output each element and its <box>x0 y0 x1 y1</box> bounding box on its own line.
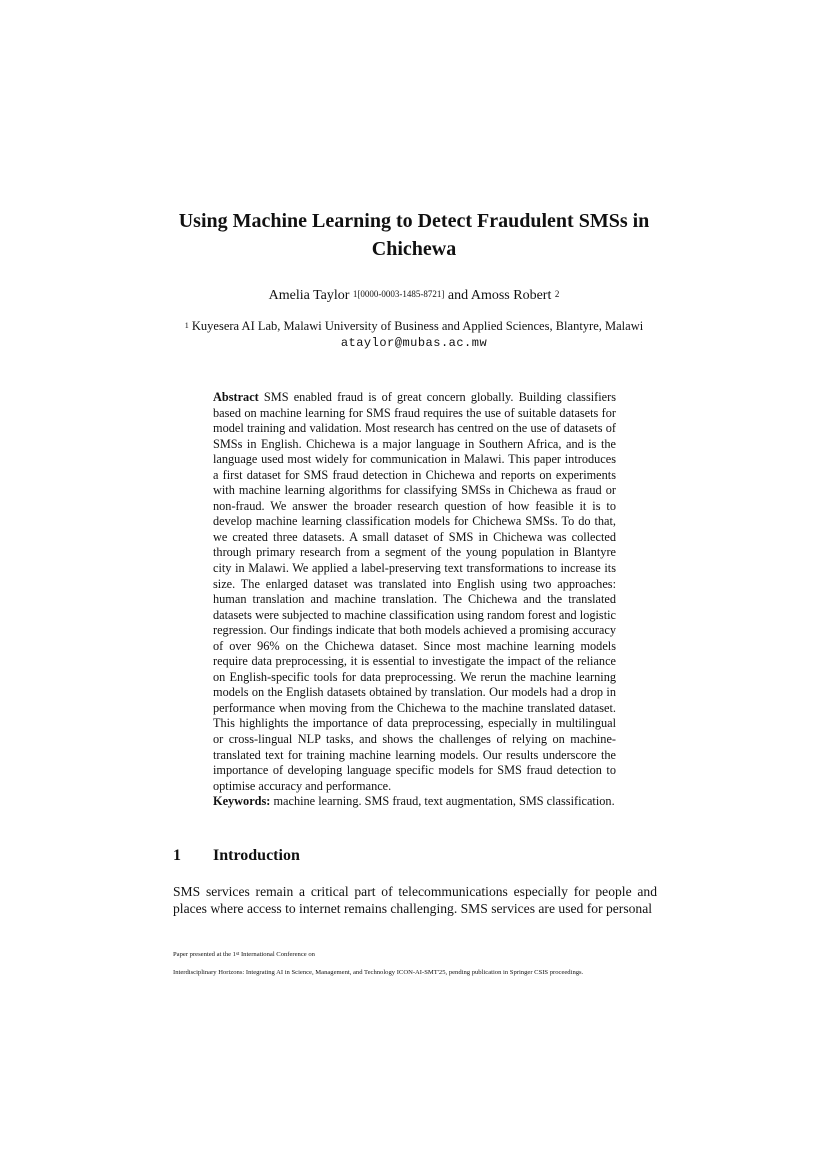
footnote-ordinal: st <box>235 952 240 957</box>
affiliation-text: Kuyesera AI Lab, Malawi University of Business and Applied Sciences, Blantyre, Malawi <box>188 319 644 333</box>
affiliation-mark: 1 <box>184 321 189 330</box>
author-name-2: and Amoss Robert <box>444 288 555 303</box>
keywords-paragraph <box>213 794 616 810</box>
intro-paragraph: SMS services remain a critical part of telecommunications especially for people and places where access to internet remains challenging. SMS services are used for personal <box>173 884 657 916</box>
author-1-orcid: 1[0000-0003-1485-8721] <box>352 289 445 299</box>
section-title: Introduction <box>213 847 300 864</box>
abstract-label: Abstract <box>213 390 259 404</box>
keywords-label: Keywords: <box>213 794 271 809</box>
section-number: 1 <box>173 847 181 864</box>
author-email[interactable]: ataylor@mubas.ac.mw <box>340 336 488 350</box>
paper-title: Using Machine Learning to Detect Fraudulent SMSs in Chichewa <box>178 210 650 260</box>
affiliation <box>170 318 658 334</box>
abstract-paragraph <box>213 390 616 794</box>
keywords-text: machine learning. SMS fraud, text augmentation, SMS classification. <box>270 794 615 809</box>
footnote-line-1 <box>173 950 663 959</box>
footnote-text-a: Paper presented at the 1 <box>173 951 236 958</box>
abstract-block <box>213 390 616 810</box>
author-2-mark: 2 <box>554 289 560 299</box>
footnote-text-b: International Conference on <box>239 951 315 958</box>
author-line <box>150 287 678 305</box>
section-heading <box>173 846 653 866</box>
abstract-text: SMS enabled fraud is of great concern globally. Building classifiers based on machine learning for SMS fraud requires the use of suitable datasets for model training and validation. Most research has centred on the use of datasets of SMSs in English. Chichewa is a major language in Southern Africa, and is the language used most widely for communication in Malawi. This paper introduces a first dataset for SMS fraud detection in Chichewa and reports on experiments with machine learning algorithms for classifying SMSs in Chichewa as fraud or non-fraud. We answer the broader research question of how feasible it is to develop machine learning classification models for Chichewa SMSs. To do that, we created three datasets. A small dataset of SMS in Chichewa was collected through primary research from a segment of the young population in Blantyre city in Malawi. We applied a label-preserving text transformations to increase its size. The enlarged dataset was translated into English using two approaches: human translation and machine translation. The Chichewa and the translated datasets were subjected to machine classification using random forest and logistic regression. Our findings indicate that both models achieved a promising accuracy of over 96% on the Chichewa dataset. Since most machine learning models require data preprocessing, it is essential to investigate the impact of the reliance on English-specific tools for data preprocessing. We rerun the machine learning models on the English datasets obtained by translation. Our models had a drop in performance when moving from the Chichewa to the machine translated dataset. This highlights the importance of data preprocessing, especially in multilingual or cross-lingual NLP tasks, and shows the challenges of relying on machine-translated text for training machine learning models. Our results underscore the importance of developing language specific models for SMS fraud detection to optimise accuracy and performance. <box>213 390 616 793</box>
footnote-line-2: Interdisciplinary Horizons: Integrating AI in Science, Management, and Technology ICON-AI-SMT'25, pending publication in Springer CSIS proceedings. <box>173 969 584 976</box>
author-name-1: Amelia Taylor <box>268 288 353 303</box>
